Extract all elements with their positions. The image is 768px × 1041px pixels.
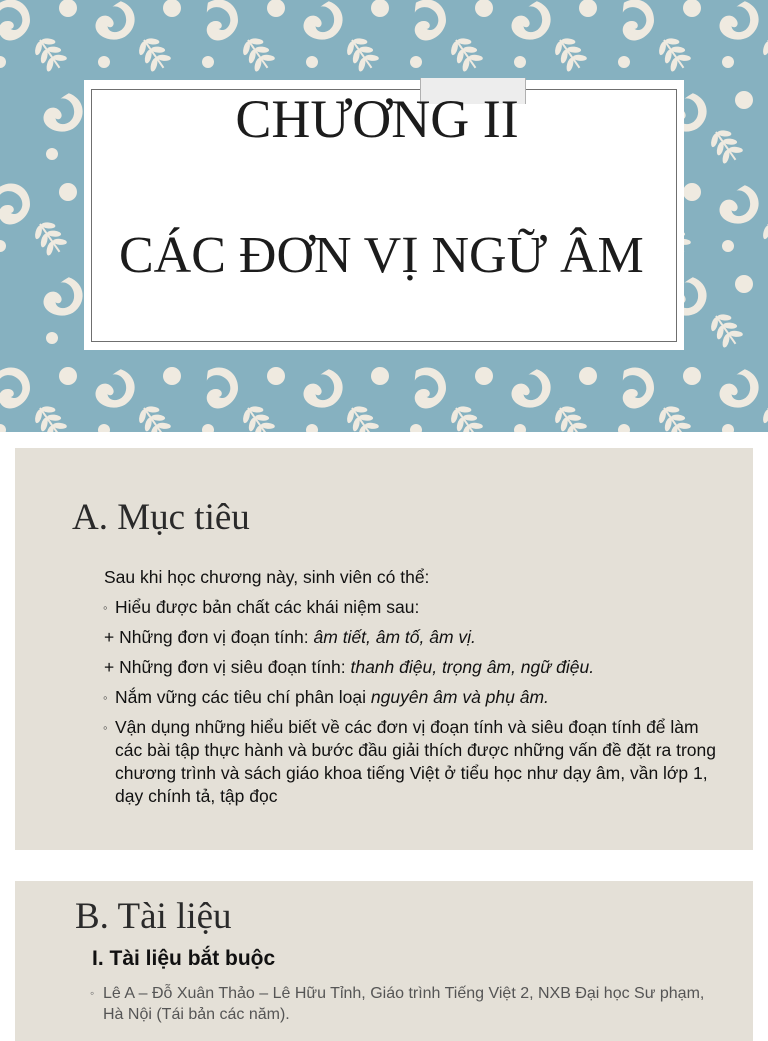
dot-motif <box>618 56 630 68</box>
title-card <box>84 80 684 350</box>
chapter-subtitle: CÁC ĐƠN VỊ NGỮ ÂM <box>119 226 684 285</box>
paisley-motif <box>508 0 556 46</box>
dot-motif <box>59 367 77 385</box>
dot-motif <box>202 424 214 432</box>
dot-motif <box>735 275 753 293</box>
leaf-sprig-motif <box>133 32 175 76</box>
paisley-motif <box>610 0 661 45</box>
dot-motif <box>514 56 526 68</box>
dot-motif <box>683 183 701 201</box>
leaf-sprig-motif <box>341 32 383 76</box>
reference-item: ◦ Lê A – Đỗ Xuân Thảo – Lê Hữu Tỉnh, Giáo trình Tiếng Việt 2, NXB Đại học Sư phạm, Hà Nội (Tái bản các năm). <box>90 983 710 1025</box>
objectives-slide <box>15 448 753 850</box>
dot-motif <box>98 424 110 432</box>
references-subheading: I. Tài liệu bắt buộc <box>92 947 275 971</box>
dot-motif <box>579 0 597 17</box>
title-slide <box>0 0 768 432</box>
objective-item: ◦ Vận dụng những hiểu biết về các đơn vị đoạn tính và siêu đoạn tính để làm các bài tập thực hành và bước đầu giải thích được những vấn đề đặt ra trong chương trình và sách giáo khoa tiếng Việt ở tiểu học như dạy âm, vần lớp 1, dạy chính tả, tập đọc <box>104 716 724 808</box>
dot-motif <box>735 91 753 109</box>
dot-motif <box>98 56 110 68</box>
paisley-motif <box>0 177 38 230</box>
leaf-sprig-motif <box>445 32 487 76</box>
objective-item <box>104 686 724 709</box>
paisley-motif <box>300 0 348 46</box>
dot-motif <box>475 0 493 17</box>
dot-motif <box>683 367 701 385</box>
dot-motif <box>579 367 597 385</box>
dot-motif <box>267 367 285 385</box>
objectives-content <box>104 566 724 815</box>
leaf-sprig-motif <box>653 400 695 432</box>
dot-motif <box>306 424 318 432</box>
dot-motif <box>163 0 181 17</box>
dot-motif <box>722 240 734 252</box>
dot-motif <box>618 424 630 432</box>
dot-motif <box>514 424 526 432</box>
references-list <box>90 983 710 1025</box>
paisley-motif <box>92 364 140 414</box>
dot-motif <box>0 240 6 252</box>
subitem-italic-text: thanh điệu, trọng âm, ngữ điệu. <box>350 657 594 677</box>
paisley-motif <box>300 364 348 414</box>
paisley-motif <box>40 272 88 322</box>
objectives-intro: Sau khi học chương này, sinh viên có thể: <box>104 566 724 589</box>
paisley-motif <box>0 361 38 414</box>
dot-motif <box>202 56 214 68</box>
objective-subitem <box>104 656 724 679</box>
paisley-motif <box>716 180 764 230</box>
leaf-sprig-motif <box>237 400 279 432</box>
dot-motif <box>46 332 58 344</box>
dot-motif <box>722 424 734 432</box>
paisley-motif <box>402 0 453 45</box>
dot-motif <box>410 56 422 68</box>
leaf-sprig-motif <box>653 32 695 76</box>
leaf-sprig-motif <box>705 124 747 168</box>
paisley-motif <box>402 361 453 414</box>
leaf-sprig-motif <box>237 32 279 76</box>
leaf-sprig-motif <box>549 400 591 432</box>
dot-motif <box>371 0 389 17</box>
paisley-motif <box>508 364 556 414</box>
leaf-sprig-motif <box>445 400 487 432</box>
dot-motif <box>59 0 77 17</box>
leaf-sprig-motif <box>29 216 71 260</box>
dot-motif <box>683 0 701 17</box>
dot-motif <box>410 424 422 432</box>
leaf-sprig-motif <box>705 308 747 352</box>
dot-motif <box>46 148 58 160</box>
paisley-motif <box>92 0 140 46</box>
dot-motif <box>306 56 318 68</box>
leaf-sprig-motif <box>549 32 591 76</box>
leaf-sprig-motif <box>29 32 71 76</box>
objectives-heading: A. Mục tiêu <box>72 496 250 539</box>
subitem-text: + Những đơn vị đoạn tính: <box>104 627 314 647</box>
dot-motif <box>722 56 734 68</box>
dot-motif <box>371 367 389 385</box>
paisley-motif <box>716 364 764 414</box>
leaf-sprig-motif <box>757 216 768 260</box>
paisley-motif <box>194 0 245 45</box>
subitem-italic-text: âm tiết, âm tố, âm vị. <box>314 627 476 647</box>
dot-motif <box>475 367 493 385</box>
dot-motif <box>163 367 181 385</box>
item-text: Nắm vững các tiêu chí phân loại <box>115 687 371 707</box>
dot-motif <box>267 0 285 17</box>
paisley-motif <box>194 361 245 414</box>
subitem-text: + Những đơn vị siêu đoạn tính: <box>104 657 350 677</box>
leaf-sprig-motif <box>757 400 768 432</box>
leaf-sprig-motif <box>29 400 71 432</box>
dot-motif <box>0 424 6 432</box>
dot-motif <box>59 183 77 201</box>
item-italic-text: nguyên âm và phụ âm. <box>371 687 549 707</box>
references-slide <box>15 881 753 1041</box>
paisley-motif <box>610 361 661 414</box>
references-heading: B. Tài liệu <box>75 895 232 938</box>
leaf-sprig-motif <box>133 400 175 432</box>
objective-subitem <box>104 626 724 649</box>
paisley-motif <box>0 0 38 45</box>
leaf-sprig-motif <box>757 32 768 76</box>
objective-item: ◦ Hiểu được bản chất các khái niệm sau: <box>104 596 724 619</box>
leaf-sprig-motif <box>341 400 383 432</box>
dot-motif <box>0 56 6 68</box>
paisley-motif <box>716 0 764 46</box>
chapter-title: CHƯƠNG II <box>70 88 684 150</box>
